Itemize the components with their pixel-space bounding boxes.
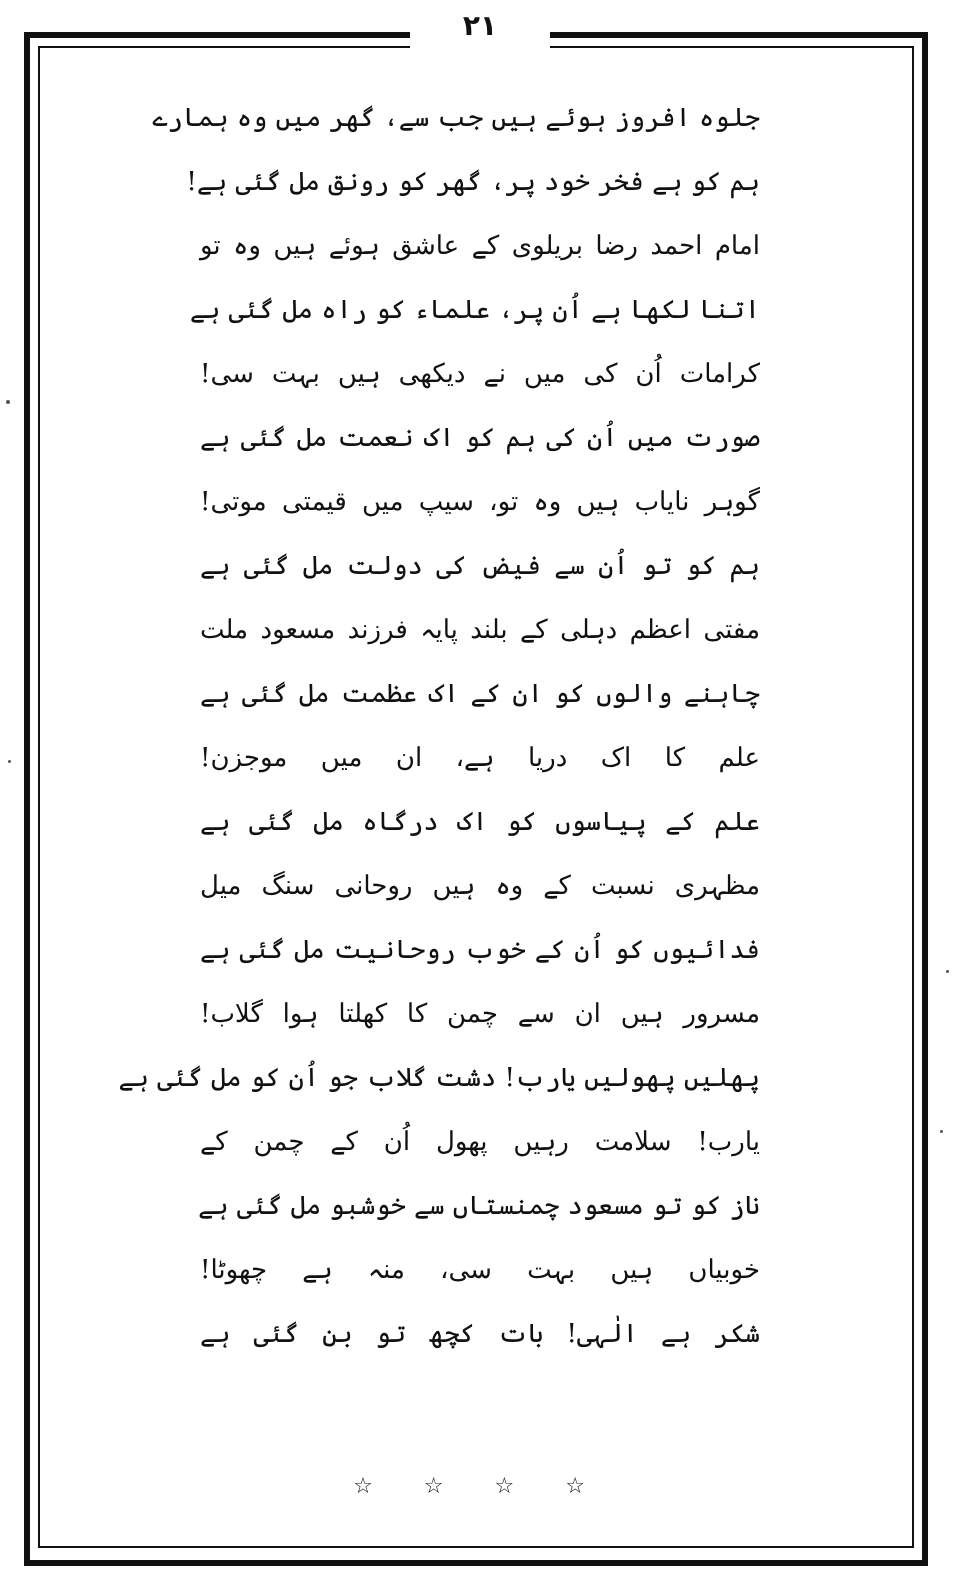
- verse-line: پھلیں پھولیں یارب! دشت گلاب جو اُن کو مل گئی ہے: [118, 1063, 760, 1093]
- star-ornament: ☆ ☆ ☆ ☆: [353, 1474, 607, 1499]
- verse-line: چاہنے والوں کو ان کے اک عظمت مل گئی ہے: [200, 679, 760, 709]
- verse-line: اتنا لکھا ہے اُن پر، علماء کو راہ مل گئی ہے: [189, 295, 760, 325]
- verse-line: علم کا اک دریا ہے، ان میں موجزن!: [200, 743, 760, 773]
- scan-speck: [6, 400, 10, 404]
- scan-speck: [940, 1130, 943, 1133]
- verse-line: مسرور ہیں ان سے چمن کا کھلتا ہوا گلاب!: [200, 999, 760, 1029]
- verse-line: یارب! سلامت رہیں پھول اُن کے چمن کے: [200, 1127, 760, 1157]
- scan-speck: [8, 760, 11, 763]
- page-number: [0, 6, 960, 46]
- verse-line: مظہری نسبت کے وہ ہیں روحانی سنگ میل: [200, 871, 760, 901]
- verse-line: گوہر نایاب ہیں وہ تو، سیپ میں قیمتی موتی!: [200, 487, 760, 517]
- verse-line: فدائیوں کو اُن کے خوب روحانیت مل گئی ہے: [200, 935, 760, 965]
- verse-line: کرامات اُن کی میں نے دیکھی ہیں بہت سی!: [200, 359, 760, 389]
- verse-line: جلوہ افروز ہوئے ہیں جب سے، گھر میں وہ ہمارے: [152, 103, 760, 133]
- verse-line: امام احمد رضا بریلوی کے عاشق ہوئے ہیں وہ تو: [200, 231, 760, 261]
- verse-line: ہم کو ہے فخر خود پر، گھر کو رونق مل گئی ہے!: [186, 167, 760, 197]
- poem-body: [118, 86, 760, 1366]
- verse-line: صورت میں اُن کی ہم کو اک نعمت مل گئی ہے: [200, 423, 760, 453]
- verse-line: علم کے پیاسوں کو اک درگاہ مل گئی ہے: [200, 807, 760, 837]
- page-number-text: ۲۱: [435, 9, 525, 42]
- verse-line: شکر ہے الٰہی! بات کچھ تو بن گئی ہے: [200, 1319, 760, 1349]
- verse-line: ناز کو تو مسعود چمنستاں سے خوشبو مل گئی ہے: [198, 1191, 760, 1221]
- verse-line: مفتی اعظم دہلی کے بلند پایہ فرزند مسعود ملت: [200, 615, 760, 645]
- verse-line: ہم کو تو اُن سے فیض کی دولت مل گئی ہے: [200, 551, 760, 581]
- scan-speck: [946, 970, 949, 973]
- verse-line: خوبیاں ہیں بہت سی، منہ ہے چھوٹا!: [200, 1255, 760, 1285]
